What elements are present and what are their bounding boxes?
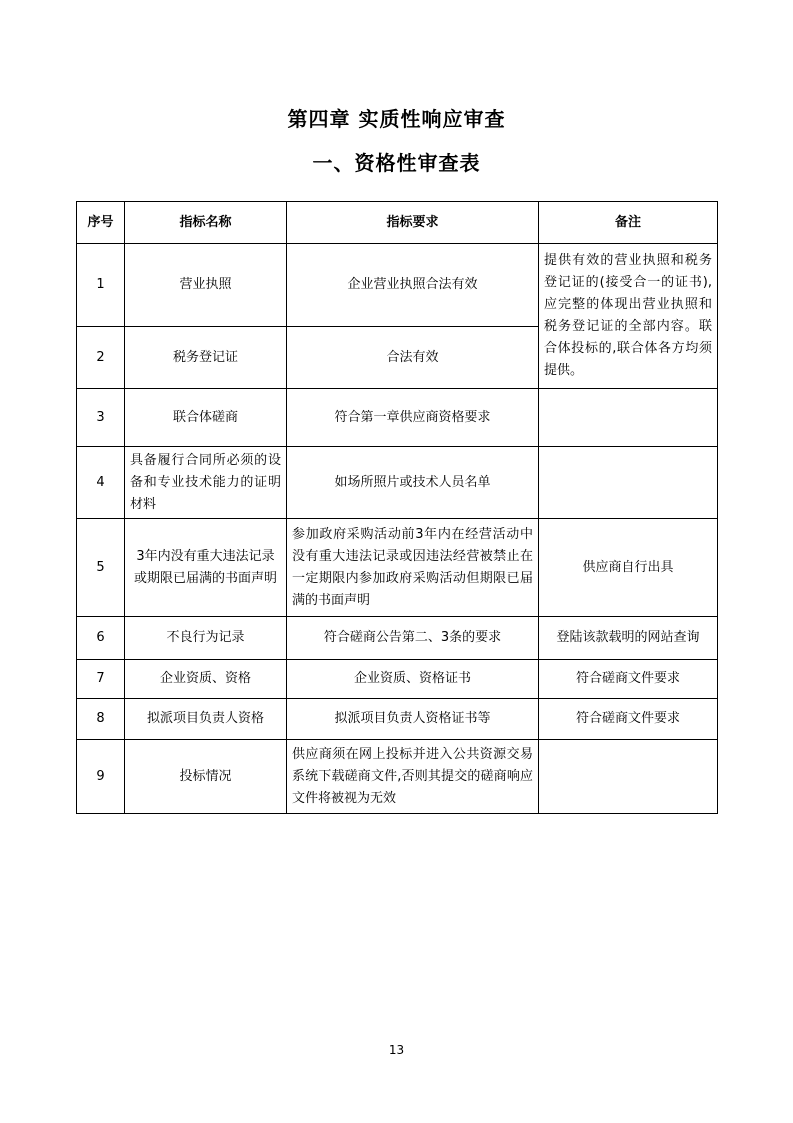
header-no: 序号 — [77, 202, 125, 244]
row-no: 3 — [77, 389, 125, 447]
table-header-row — [77, 202, 718, 244]
row-requirement: 拟派项目负责人资格证书等 — [287, 699, 539, 740]
page-number: 13 — [388, 1043, 405, 1057]
row-note — [539, 740, 718, 814]
table-row — [77, 519, 718, 617]
row-note: 供应商自行出具 — [539, 519, 718, 617]
row-requirement: 如场所照片或技术人员名单 — [287, 447, 539, 519]
table-row — [77, 447, 718, 519]
row-requirement: 参加政府采购活动前3年内在经营活动中没有重大违法记录或因违法经营被禁止在一定期限内参加政府采购活动但期限已届满的书面声明 — [287, 519, 539, 617]
row-requirement: 企业资质、资格证书 — [287, 660, 539, 699]
row-no: 9 — [77, 740, 125, 814]
row-name: 投标情况 — [125, 740, 287, 814]
row-note — [539, 389, 718, 447]
qualification-review-table — [76, 201, 718, 814]
row-requirement: 符合第一章供应商资格要求 — [287, 389, 539, 447]
row-name: 具备履行合同所必须的设备和专业技术能力的证明材料 — [125, 447, 287, 519]
row-requirement: 企业营业执照合法有效 — [287, 244, 539, 327]
row-name: 企业资质、资格 — [125, 660, 287, 699]
row-note — [539, 447, 718, 519]
row-no: 7 — [77, 660, 125, 699]
table-row — [77, 617, 718, 660]
chapter-title: 第四章 实质性响应审查 — [287, 107, 506, 131]
row-no: 4 — [77, 447, 125, 519]
row-note-shared: 提供有效的营业执照和税务登记证的(接受合一的证书),应完整的体现出营业执照和税务登记证的全部内容。联合体投标的,联合体各方均须提供。 — [539, 244, 718, 389]
header-requirement: 指标要求 — [287, 202, 539, 244]
row-note: 登陆该款载明的网站查询 — [539, 617, 718, 660]
row-name: 拟派项目负责人资格 — [125, 699, 287, 740]
row-requirement: 供应商须在网上投标并进入公共资源交易系统下载磋商文件,否则其提交的磋商响应文件将被视为无效 — [287, 740, 539, 814]
table-row — [77, 244, 718, 327]
table-row — [77, 699, 718, 740]
table-row — [77, 660, 718, 699]
row-no: 5 — [77, 519, 125, 617]
row-note: 符合磋商文件要求 — [539, 699, 718, 740]
row-name: 3年内没有重大违法记录或期限已届满的书面声明 — [125, 519, 287, 617]
row-requirement: 符合磋商公告第二、3条的要求 — [287, 617, 539, 660]
row-no: 1 — [77, 244, 125, 327]
row-name: 联合体磋商 — [125, 389, 287, 447]
row-note: 符合磋商文件要求 — [539, 660, 718, 699]
section-title: 一、资格性审查表 — [312, 151, 481, 175]
table-row — [77, 740, 718, 814]
header-note: 备注 — [539, 202, 718, 244]
table-row — [77, 389, 718, 447]
row-no: 6 — [77, 617, 125, 660]
row-no: 2 — [77, 327, 125, 389]
row-no: 8 — [77, 699, 125, 740]
row-requirement: 合法有效 — [287, 327, 539, 389]
row-name: 税务登记证 — [125, 327, 287, 389]
row-name: 不良行为记录 — [125, 617, 287, 660]
header-name: 指标名称 — [125, 202, 287, 244]
row-name: 营业执照 — [125, 244, 287, 327]
